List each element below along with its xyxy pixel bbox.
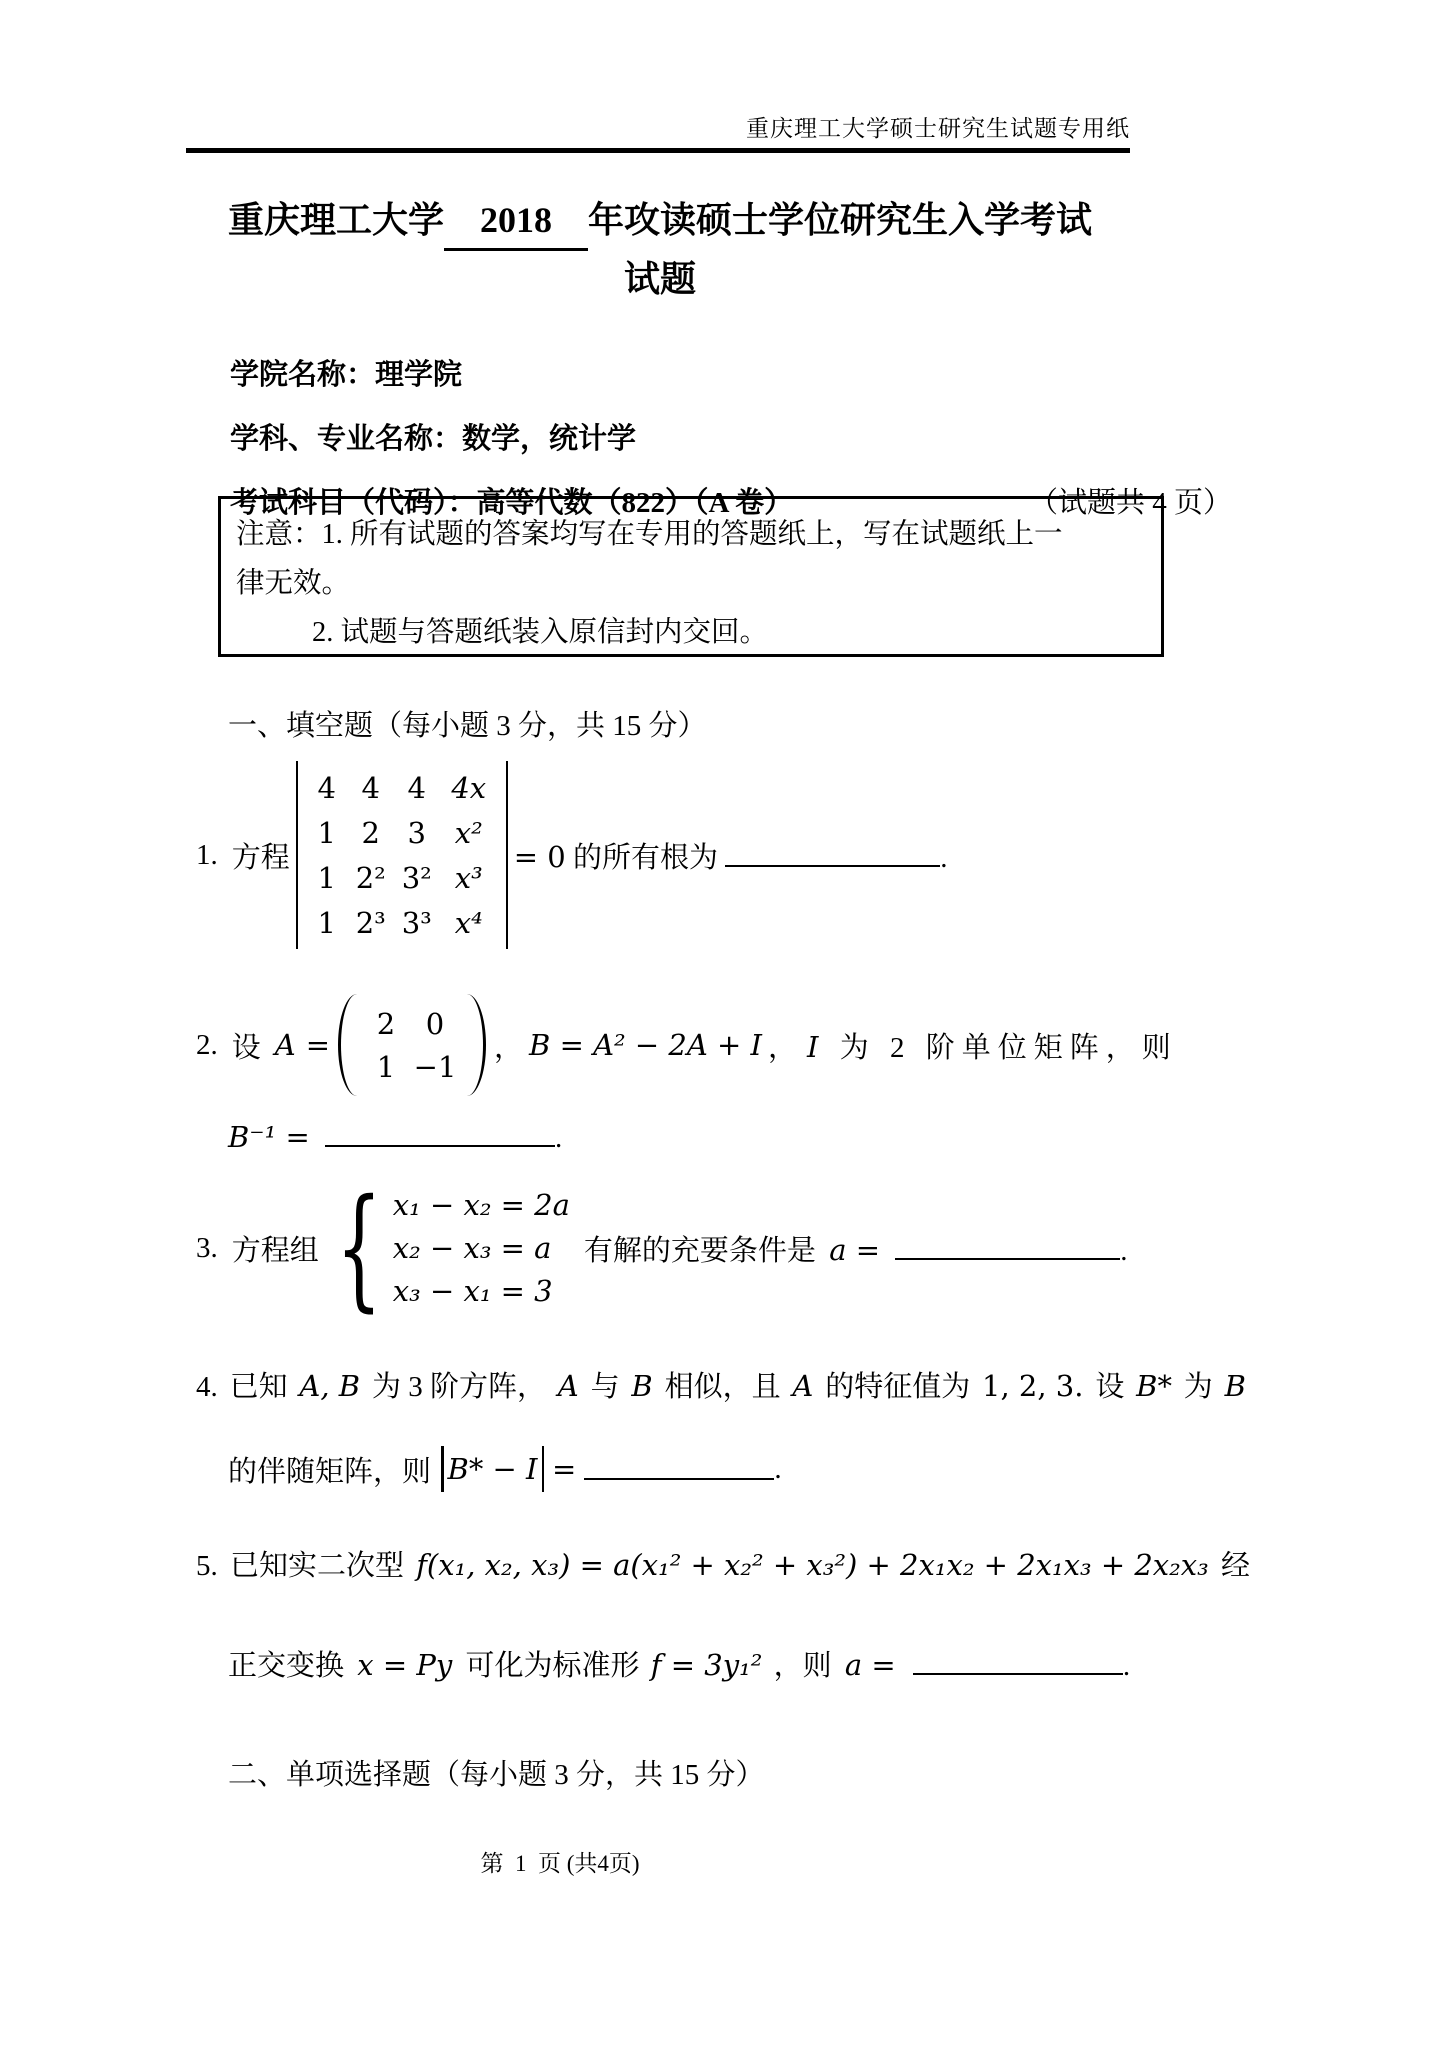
q5-pre-text: 已知实二次型 [229, 1550, 404, 1582]
q4-part: 与 [590, 1371, 620, 1403]
det-cell: 3² [401, 860, 432, 895]
notice-line-2: 律无效。 [236, 568, 351, 599]
q3-a-equals: a = [829, 1232, 880, 1267]
q2-equals: = [305, 1028, 331, 1062]
system-row: x₃ − x₁ = 3 [392, 1274, 553, 1308]
q5-canonical-form: f = 3y₁² [650, 1648, 763, 1682]
q1-period: . [940, 841, 948, 874]
q4-part: 设 [1095, 1371, 1125, 1403]
q5-comma-then: ，则 [773, 1650, 832, 1682]
q5-period: . [1122, 1650, 1131, 1682]
q5-tail-char: 经 [1220, 1550, 1250, 1582]
question-2-answer-line [228, 1120, 562, 1155]
det-cell: 3 [407, 815, 426, 850]
section-1-heading: 一、填空题（每小题 3 分，共 15 分） [228, 710, 707, 742]
q1-post-text: 的所有根为 [572, 841, 718, 874]
q3-pre-text: 方程组 [231, 1234, 319, 1267]
det-cell: 4 [317, 770, 336, 805]
q5-number: 5. [196, 1550, 218, 1582]
q1-answer-blank [725, 845, 940, 867]
system-row: x₂ − x₃ = a [392, 1231, 552, 1265]
title-line2: 试题 [623, 259, 696, 299]
matrix-entries [357, 1002, 467, 1088]
q3-number: 3. [196, 1231, 218, 1264]
q2-B-inverse: B⁻¹ = [228, 1120, 310, 1154]
det-cell: 4x [451, 770, 487, 805]
matrix-cell: 1 [376, 1049, 396, 1084]
section-2-heading: 二、单项选择题（每小题 3 分，共 15 分） [228, 1759, 765, 1791]
question-3 [196, 1166, 1128, 1330]
q2-var-I: I [807, 1029, 826, 1064]
det-cell: 4 [407, 770, 426, 805]
system-row: x₁ − x₂ = 2a [392, 1188, 570, 1222]
q5-line2-text-1: 正交变换 [228, 1650, 345, 1682]
q2-period: . [555, 1122, 563, 1154]
q4-period: . [774, 1452, 782, 1485]
title-school: 重庆理工大学 [227, 200, 444, 240]
q1-pre-text: 方程 [231, 841, 290, 874]
det-cell: 2 [361, 815, 380, 850]
q4-part: B [631, 1369, 653, 1403]
q2-pre-text: 设 [231, 1031, 261, 1064]
q2-answer-blank [325, 1125, 555, 1147]
q4-det-expression: B* − I [447, 1452, 538, 1486]
right-paren [467, 994, 486, 1096]
left-paren [338, 994, 357, 1096]
q5-a-equals: a = [844, 1648, 896, 1682]
q5-line2-text-2: 可化为标准形 [465, 1650, 640, 1682]
q2-comma-2: ， [767, 1031, 797, 1064]
matrix-cell: 2 [376, 1006, 396, 1041]
q2-matrix-A [338, 994, 486, 1096]
q4-part: B [1224, 1369, 1246, 1403]
det-cell: x² [454, 815, 483, 850]
q4-line2-text: 的伴随矩阵，则 [228, 1455, 432, 1488]
determinant-bar [542, 1446, 545, 1492]
q4-part: B* [1136, 1369, 1172, 1403]
question-4-line-1 [196, 1364, 1246, 1405]
q4-part: A [557, 1369, 579, 1403]
page-footer: 第 1 页 (共4页) [480, 1851, 640, 1876]
det-cell: 1 [317, 905, 336, 940]
matrix-cell: −1 [413, 1049, 457, 1084]
q5-answer-blank [913, 1653, 1123, 1675]
q1-determinant [296, 761, 508, 949]
determinant-bar [441, 1446, 444, 1492]
title-year-underlined: 2018 [444, 192, 588, 251]
question-5-line-1 [196, 1543, 1250, 1584]
det-cell: x³ [454, 860, 483, 895]
question-2 [196, 993, 1178, 1097]
q2-tail-segment [807, 1025, 1178, 1066]
q5-quadratic-form: f(x₁, x₂, x₃) = a(x₁² + x₂² + x₃²) + 2x₁x₂ + 2x₁x₃ + 2x₂x₃ [416, 1548, 1209, 1582]
det-cell: 1 [317, 815, 336, 850]
subject-text: 考试科目（代码）：高等代数（822）（A 卷） [230, 487, 794, 519]
q1-tail [514, 835, 948, 876]
system-brace: { [335, 1171, 382, 1325]
q4-part: 相似，且 [664, 1371, 781, 1403]
det-cell: 1 [317, 860, 336, 895]
pages-note: （试题共 4 页） [1028, 487, 1232, 519]
q4-part: A [792, 1369, 814, 1403]
q1-number: 1. [196, 838, 218, 871]
q2-tail-text: 为 2 阶单位矩阵，则 [839, 1031, 1178, 1064]
question-1 [196, 760, 948, 950]
q3-answer-blank [895, 1238, 1120, 1260]
notice-box [218, 496, 1164, 657]
q4-part: A, B [299, 1369, 361, 1403]
paper-header-note: 重庆理工大学硕士研究生试题专用纸 [746, 116, 1130, 141]
q2-equation-B: B = A² − 2A + I [529, 1028, 762, 1062]
q4-answer-blank [584, 1458, 774, 1480]
q2-number: 2. [196, 1028, 218, 1061]
q3-tail [584, 1228, 1128, 1269]
exam-title [185, 192, 1135, 307]
q4-part: 1, 2, 3. [982, 1369, 1084, 1403]
q4-number: 4. [196, 1371, 218, 1403]
q4-part: 的特征值为 [825, 1371, 971, 1403]
q2-var-A: A [274, 1028, 296, 1062]
question-5-line-2 [228, 1643, 1130, 1684]
matrix-cell: 0 [425, 1006, 445, 1041]
q5-transform: x = Py [357, 1648, 453, 1682]
q3-period: . [1120, 1234, 1128, 1267]
q2-comma-1: ， [494, 1031, 524, 1064]
major-name-line: 学科、专业名称：数学，统计学 [230, 423, 637, 455]
det-cell: 2³ [355, 905, 386, 940]
det-cell: 4 [361, 770, 380, 805]
notice-line-1: 注意：1. 所有试题的答案均写在专用的答题纸上，写在试题纸上一 [236, 519, 1063, 550]
q3-mid-text: 有解的充要条件是 [583, 1234, 816, 1267]
det-cell: 2² [355, 860, 386, 895]
q1-equals-zero: = 0 [513, 839, 566, 874]
title-rest: 年攻读硕士学位研究生入学考试 [588, 200, 1093, 240]
q4-part: 为 [1183, 1371, 1213, 1403]
det-cell: 3³ [401, 905, 432, 940]
question-4-line-2 [228, 1443, 782, 1495]
det-cell: x⁴ [454, 905, 483, 940]
q4-part: 已知 [229, 1371, 288, 1403]
q3-equation-system [393, 1188, 570, 1308]
q4-part: 为 3 阶方阵， [371, 1371, 546, 1403]
q4-equals: = [552, 1452, 577, 1486]
header-rule [186, 148, 1130, 153]
notice-line-3: 2. 试题与答题纸装入原信封内交回。 [312, 617, 769, 648]
school-name-line: 学院名称：理学院 [230, 359, 463, 391]
